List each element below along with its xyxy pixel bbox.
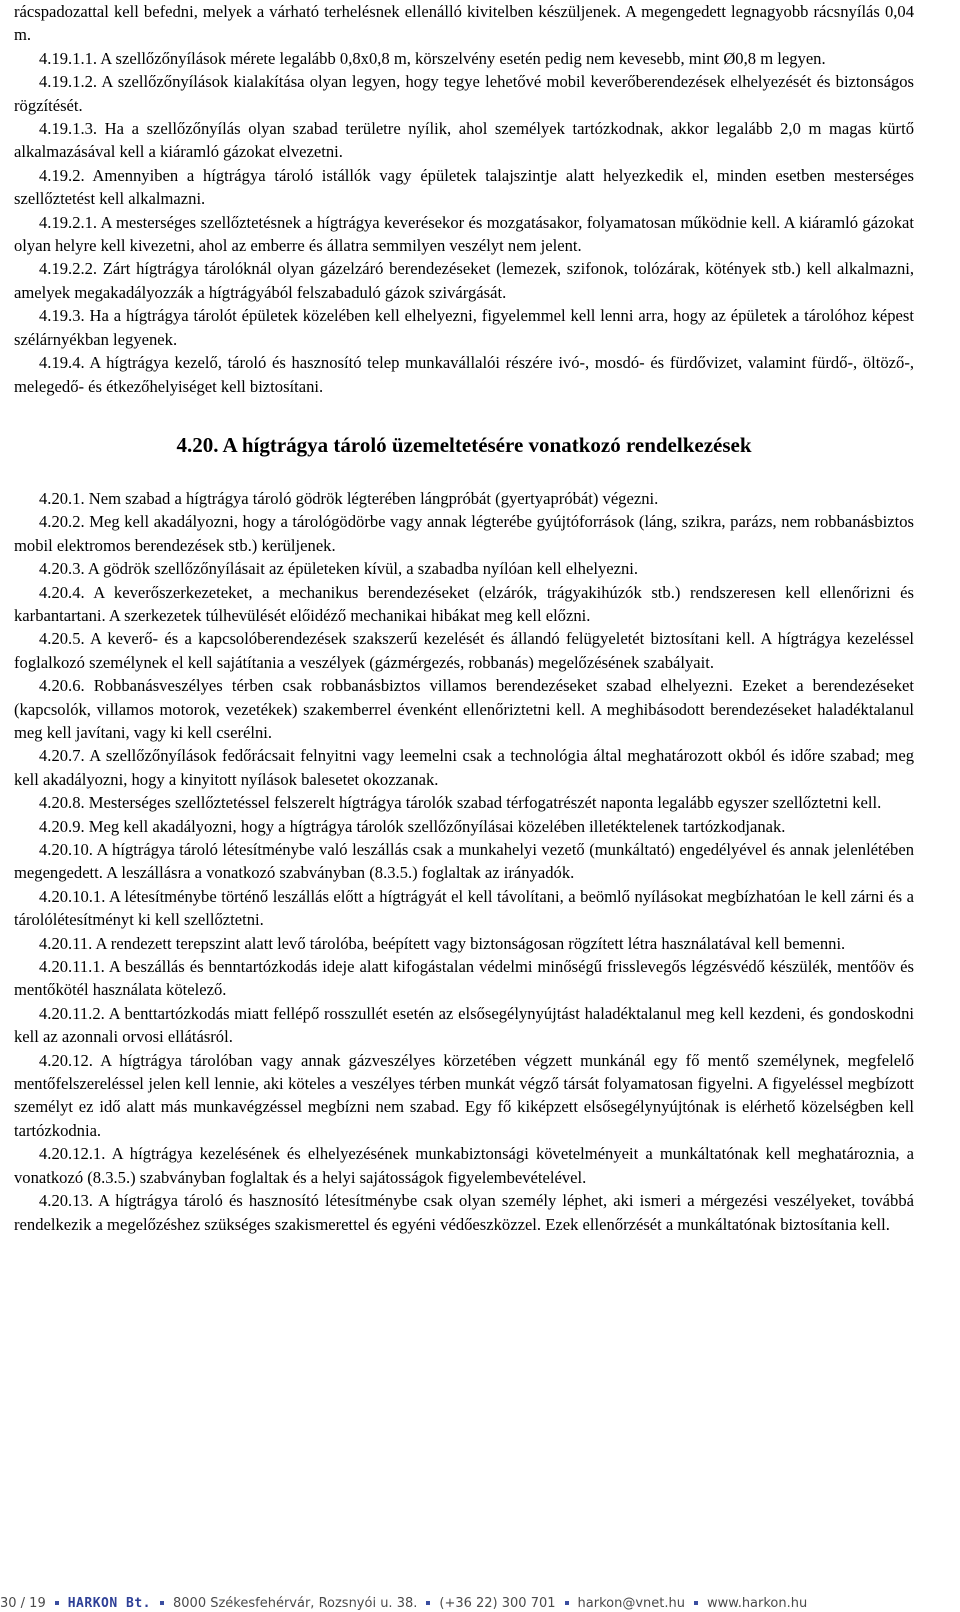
paragraph: 4.20.9. Meg kell akadályozni, hogy a hígtrágya tárolók szellőzőnyílásai közelében illetéktelenek tartózkodjanak. (39, 816, 786, 836)
paragraph: 4.20.1. Nem szabad a hígtrágya tároló gödrök légterében lángpróbát (gyertyapróbát) végezni. (39, 488, 659, 508)
paragraph: 4.20.12.1. A hígtrágya kezelésének és elhelyezésének munkabiztonsági követelményeit a munkáltatónak kell meghatároznia, a vonatkozó (8.3.5.) szabványban foglaltak és a helyi sajátosságok figyelembevételével. (14, 1144, 914, 1187)
separator-icon (565, 1601, 569, 1605)
company-address: 8000 Székesfehérvár, Rozsnyói u. 38. (173, 1596, 418, 1611)
paragraph: 4.19.2.2. Zárt hígtrágya tárolóknál olyan gázelzáró berendezéseket (lemezek, szifonok, tolózárak, kötények stb.) kell alkalmazni, amelyek megakadályozzák a hígtrágyából felszabaduló gázok szivárgását. (14, 259, 914, 302)
paragraph: 4.19.4. A hígtrágya kezelő, tároló és hasznosító telep munkavállalói részére ivó-, mosdó- és fürdővizet, valamint fürdő-, öltöző-, melegedő- és étkezőhelyiséget kell biztosítani. (14, 353, 914, 396)
paragraph: 4.20.2. Meg kell akadályozni, hogy a tárológödörbe vagy annak légterébe gyújtóforrások (láng, szikra, parázs, nem robbanásbiztos mobil elektromos berendezések stb.) kerüljenek. (14, 512, 914, 555)
paragraph: 4.19.1.2. A szellőzőnyílások kialakítása olyan legyen, hogy tegye lehetővé mobil keverőberendezések elhelyezését és biztonságos rögzítését. (14, 72, 914, 115)
paragraph: 4.19.1.3. Ha a szellőzőnyílás olyan szabad területre nyílik, ahol személyek tartózkodnak, akkor legalább 2,0 m magas kürtő alkalmazásával kell a kiáramló gázokat elvezetni. (14, 119, 914, 162)
paragraphs-top (14, 0, 914, 398)
company-website[interactable]: www.harkon.hu (706, 1596, 808, 1611)
paragraph: 4.20.3. A gödrök szellőzőnyílásait az épületeken kívül, a szabadba nyílóan kell elhelyezni. (39, 559, 639, 579)
paragraph: 4.20.11. A rendezett terepszint alatt levő tárolóba, beépített vagy biztonságosan rögzített létra használatával kell bemenni. (39, 933, 846, 953)
separator-icon (694, 1601, 698, 1605)
paragraph: 4.20.4. A keverőszerkezeteket, a mechanikus berendezéseket (elzárók, trágyakihúzók stb.) rendszeresen kell ellenőrizni és karbantartani. A szerkezetek túlhevülését előidéző mechanikai hibákat meg kell előzni. (14, 582, 914, 625)
page-number: 30 / 19 (0, 1596, 46, 1611)
paragraph: 4.20.11.1. A beszállás és benntartózkodás ideje alatt kifogástalan védelmi minőségű frisslevegős légzésvédő készülék, mentőöv és mentőkötél használata kötelező. (14, 957, 914, 1000)
document-page (14, 0, 914, 1236)
company-email[interactable]: harkon@vnet.hu (577, 1596, 685, 1611)
company-logo: HARKON Bt. (67, 1596, 152, 1611)
paragraph: 4.20.8. Mesterséges szellőztetéssel felszerelt hígtrágya tárolók szabad térfogatrészét naponta legalább egyszer szellőztetni kell. (39, 793, 882, 813)
paragraph: rácspadozattal kell befedni, melyek a várható terhelésnek ellenálló kivitelben készüljenek. A megengedett legnagyobb rácsnyílás 0,04 m. (14, 2, 914, 45)
separator-icon (55, 1601, 59, 1605)
separator-icon (160, 1601, 164, 1605)
section-heading: 4.20. A hígtrágya tároló üzemeltetésére vonatkozó rendelkezések (176, 432, 752, 457)
paragraphs-bottom (14, 487, 914, 1236)
paragraph: 4.20.7. A szellőzőnyílások fedőrácsait felnyitni vagy leemelni csak a technológia által meghatározott okból és időre szabad; meg kell akadályozni, hogy a kinyitott nyílások balesetet okozzanak. (14, 746, 914, 789)
paragraph: 4.20.10.1. A létesítménybe történő leszállás előtt a hígtrágyát el kell távolítani, a beömlő nyílásokat megbízhatóan le kell zárni és a tárolólétesítményt ki kell szellőztetni. (14, 886, 914, 930)
separator-icon (426, 1601, 430, 1605)
paragraph: 4.19.1.1. A szellőzőnyílások mérete legalább 0,8x0,8 m, körszelvény esetén pedig nem kevesebb, mint Ø0,8 m legyen. (39, 48, 826, 68)
paragraph: 4.20.6. Robbanásveszélyes térben csak robbanásbiztos villamos berendezéseket szabad elhelyezni. Ezeket a berendezéseket (kapcsolók, villamos motorok, vezetékek) szakemberrel évenként ellenőriztetni kell. A meghibásodott berendezéseket haladéktalanul meg kell javítani, vagy ki kell cserélni. (14, 676, 914, 742)
paragraph: 4.19.2. Amennyiben a hígtrágya tároló istállók vagy épületek talajszintje alatt helyezkedik el, minden esetben mesterséges szellőztetést kell alkalmazni. (14, 165, 914, 209)
paragraph: 4.20.12. A hígtrágya tárolóban vagy annak gázveszélyes körzetében végzett munkánál egy fő mentő személynek, megfelelő mentőfelszereléssel jelen kell lennie, aki köteles a veszélyes térben munkát végző társát folyamatosan figyelni. A figyeléssel megbízott személyt ez idő alatt más munkavégzéssel megbízni nem szabad. Egy fő kiképzett elsősegélynyújtónak is elérhető közelségben kell tartózkodnia. (14, 1050, 914, 1140)
page-footer (0, 1597, 960, 1611)
paragraph: 4.20.10. A hígtrágya tároló létesítménybe való leszállás csak a munkahelyi vezető (munkáltató) engedélyével és annak jelenlétében megengedett. A leszállásra a vonatkozó szabványban (8.3.5.) foglaltak az irányadók. (14, 840, 914, 883)
paragraph: 4.20.5. A keverő- és a kapcsolóberendezések szakszerű kezelését és állandó felügyeletét biztosítani kell. A hígtrágya kezeléssel foglalkozó személynek el kell sajátítania a veszélyek (gázmérgezés, robbanás) megelőzésének szabályait. (14, 629, 914, 672)
paragraph: 4.20.13. A hígtrágya tároló és hasznosító létesítménybe csak olyan személy léphet, aki ismeri a mérgezési veszélyeket, továbbá rendelkezik a megelőzéshez szükséges szakismerettel és egyéni védőeszközzel. Ezek ellenőrzését a munkáltatónak biztosítania kell. (14, 1191, 914, 1234)
paragraph: 4.20.11.2. A benttartózkodás miatt fellépő rosszullét esetén az elsősegélynyújtást haladéktalanul meg kell kezdeni, és gondoskodni kell az azonnali orvosi ellátásról. (14, 1003, 914, 1047)
paragraph: 4.19.2.1. A mesterséges szellőztetésnek a hígtrágya keverésekor és mozgatásakor, folyamatosan működnie kell. A kiáramló gázokat olyan helyre kell kivezetni, ahol az emberre és állatra semmilyen veszélyt nem jelent. (14, 212, 914, 256)
company-phone: (+36 22) 300 701 (439, 1596, 556, 1611)
paragraph: 4.19.3. Ha a hígtrágya tárolót épületek közelében kell elhelyezni, figyelemmel kell lenni arra, hogy az épületek a tárolóhoz képest szélárnyékban legyenek. (14, 306, 914, 349)
